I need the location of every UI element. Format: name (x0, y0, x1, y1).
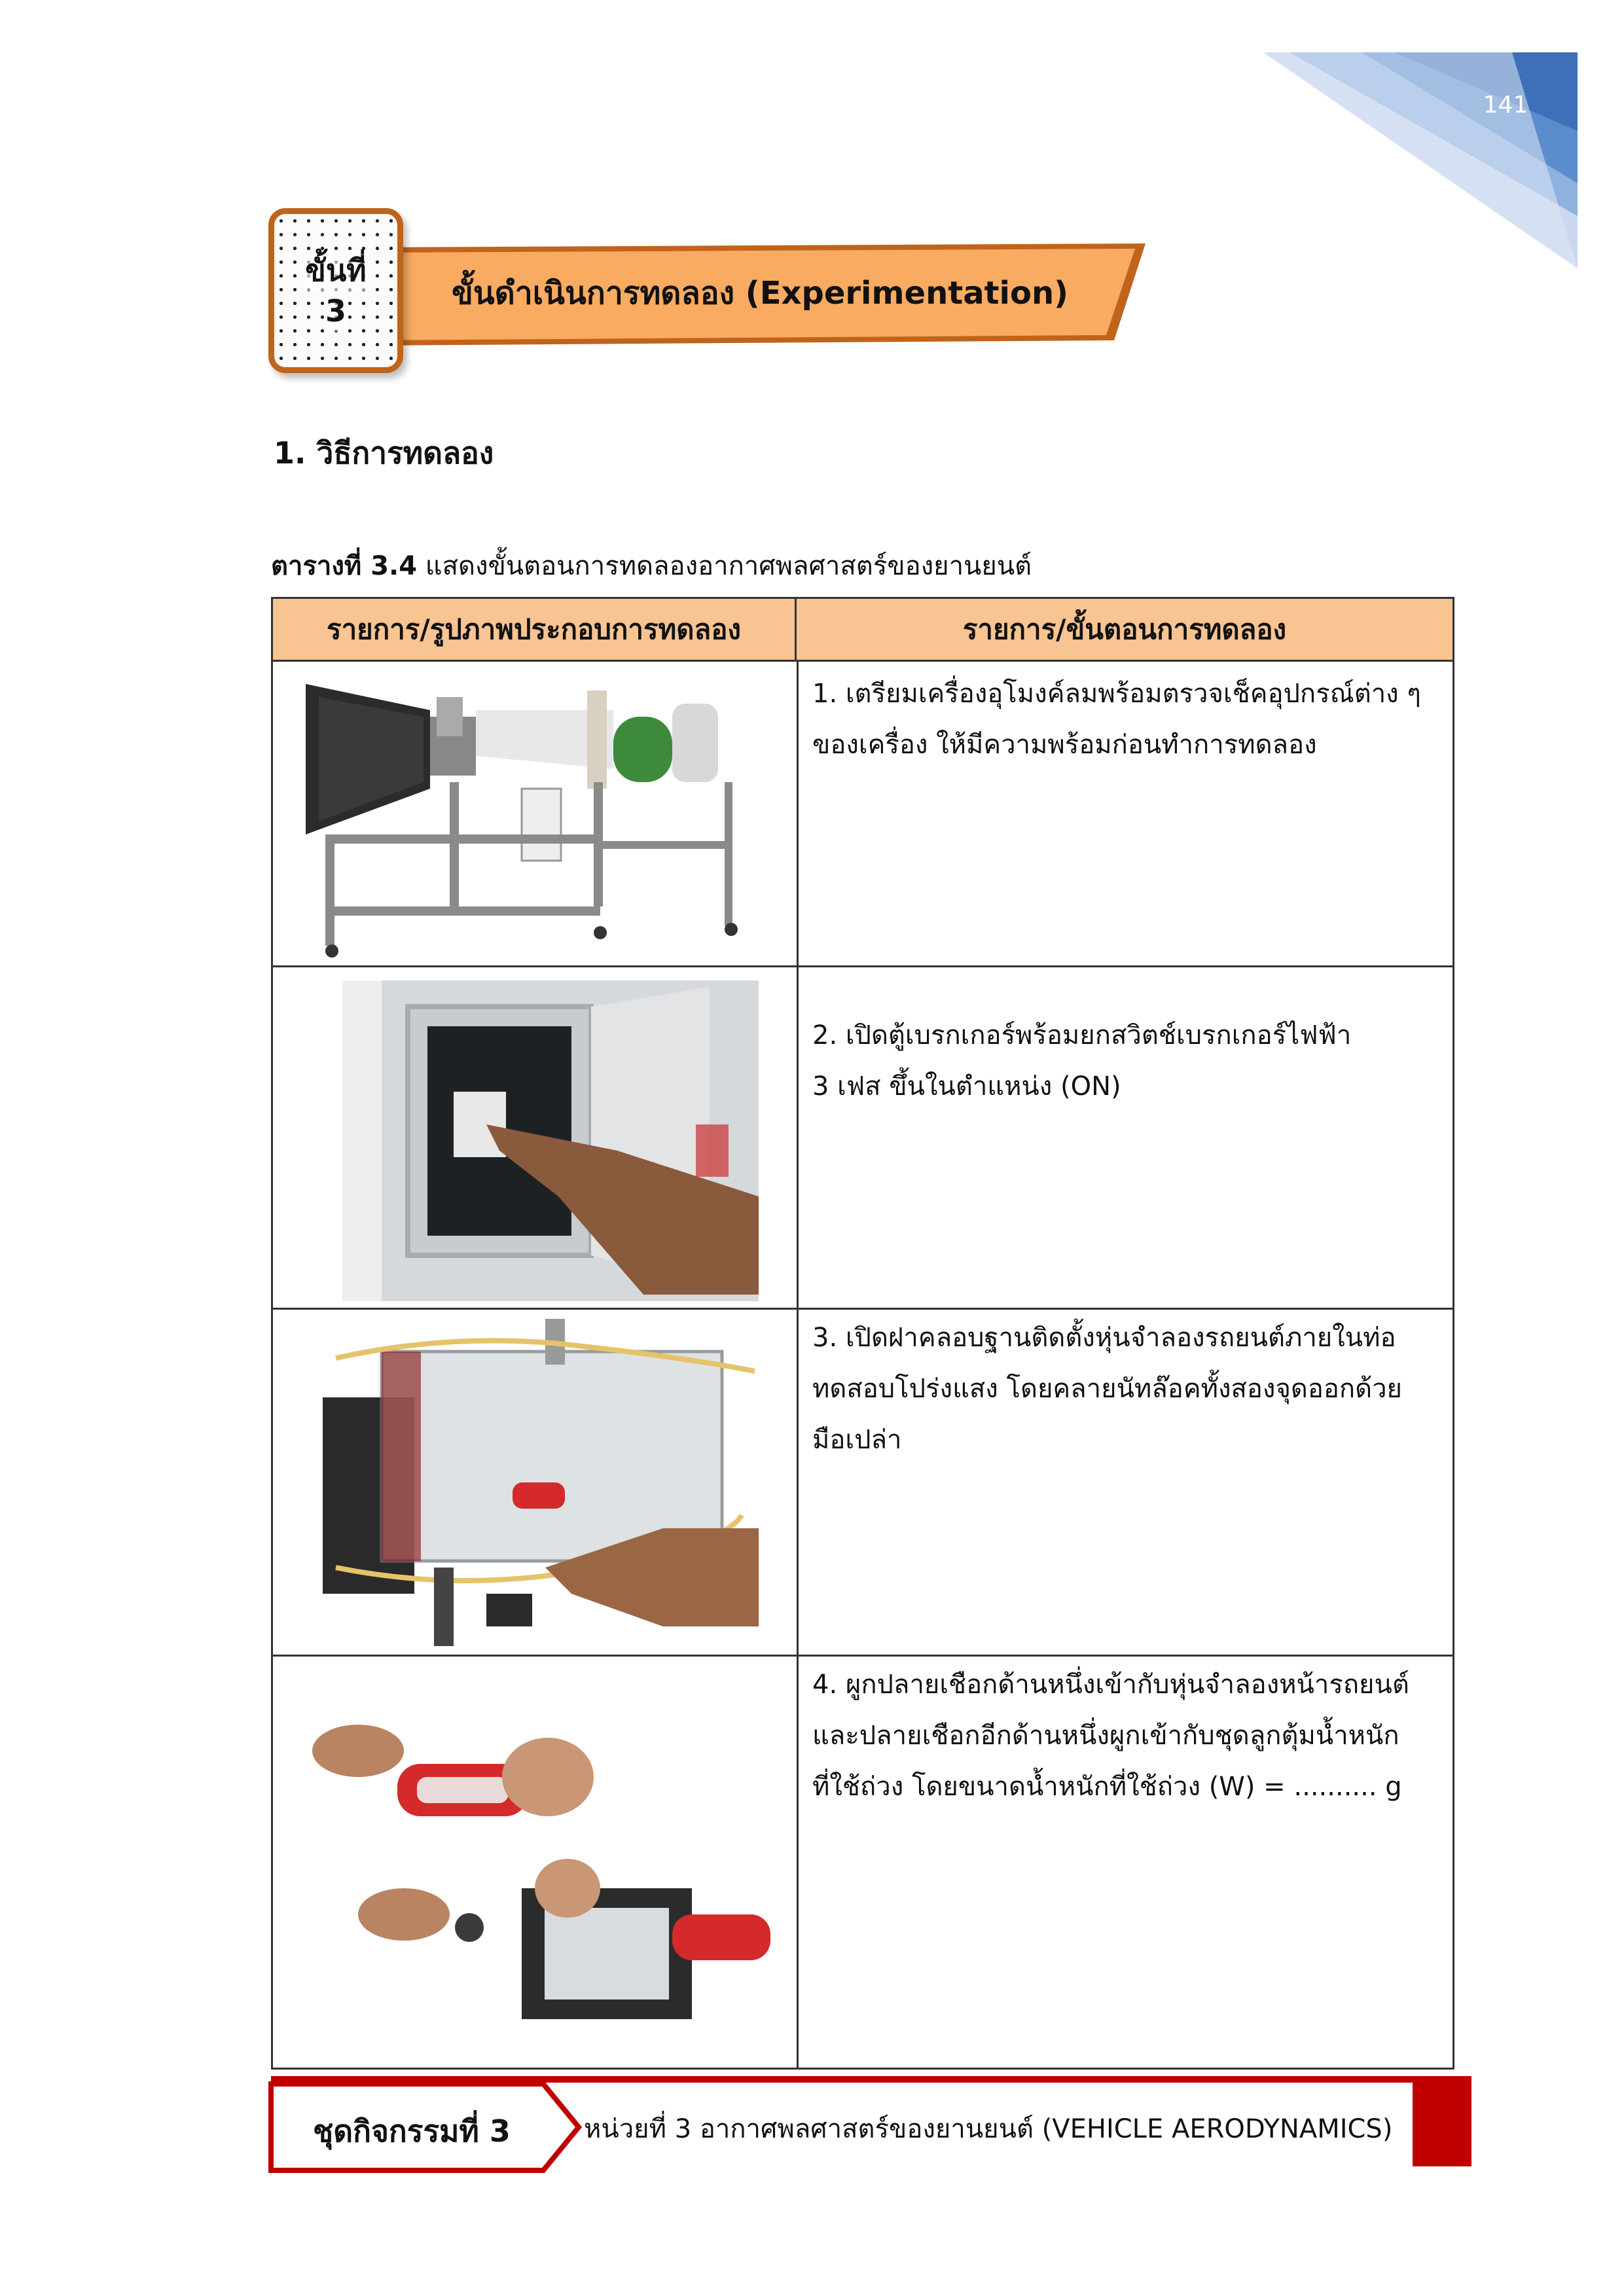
activity-set-label: ชุดกิจกรรมที่ 3 (313, 2113, 511, 2149)
table-header-steps: รายการ/ขั้นตอนการทดลอง (797, 599, 1453, 662)
table-header-images: รายการ/รูปภาพประกอบการทดลอง (273, 599, 797, 662)
step-2-text (812, 1010, 1434, 1112)
step-number-box (268, 208, 403, 373)
step-1-line-1: 1. เตรียมเครื่องอุโมงค์ลมพร้อมตรวจเช็คอุปกรณ์ต่าง ๆ (812, 679, 1421, 709)
transparent-test-section-photo (323, 1319, 759, 1646)
corner-decoration (1263, 52, 1578, 275)
section-heading: 1. วิธีการทดลอง (274, 435, 494, 471)
breaker-cabinet-photo (342, 980, 759, 1301)
step-4-line-2: และปลายเชือกอีกด้านหนึ่งผูกเข้ากับชุดลูกตุ้มน้ำหนัก (812, 1721, 1399, 1751)
table-row-divider (273, 1308, 1453, 1310)
step-3-line-3: มือเปล่า (812, 1425, 902, 1455)
table-caption-label: ตารางที่ 3.4 (271, 551, 418, 581)
step-title: ขั้นดำเนินการทดลอง (Experimentation) (452, 275, 1069, 312)
step-4-line-3: ที่ใช้ถ่วง โดยขนาดน้ำหนักที่ใช้ถ่วง (W) = .......... g (812, 1772, 1402, 1802)
unit-title: หน่วยที่ 3 อากาศพลศาสตร์ของยานยนต์ (VEHICLE AERODYNAMICS) (584, 2114, 1393, 2144)
step-1-text (812, 668, 1434, 770)
step-3-line-1: 3. เปิดฝาคลอบฐานติดตั้งหุ่นจำลองรถยนต์ภายในท่อ (812, 1323, 1396, 1353)
step-4-line-1: 4. ผูกปลายเชือกด้านหนึ่งเข้ากับหุ่นจำลองหน้ารถยนต์ (812, 1670, 1409, 1700)
step-2-line-1: 2. เปิดตู้เบรกเกอร์พร้อมยกสวิตช์เบรกเกอร์ไฟฟ้า (812, 1020, 1352, 1050)
footer-red-block (1413, 2076, 1471, 2166)
table-column-divider (797, 662, 799, 2068)
step-1-line-2: ของเครื่อง ให้มีความพร้อมก่อนทำการทดลอง (812, 730, 1317, 760)
experiment-steps-table (271, 597, 1454, 2070)
table-row-divider (273, 965, 1453, 967)
table-caption-text: แสดงขั้นตอนการทดลองอากาศพลศาสตร์ของยานยนต์ (417, 551, 1032, 581)
step-label: ขั้นที่ (305, 250, 366, 291)
table-caption (271, 545, 1032, 586)
tie-string-car-model-photo (306, 1679, 774, 2019)
step-3-text (812, 1312, 1434, 1465)
wind-tunnel-machine-photo (306, 671, 757, 959)
step-4-text (812, 1659, 1434, 1812)
step-2-line-2: 3 เฟส ขึ้นในตำแหน่ง (ON) (812, 1071, 1121, 1102)
step-number: 3 (325, 291, 346, 331)
table-row-divider (273, 1655, 1453, 1657)
page-number: 141 (1483, 92, 1528, 118)
step-3-line-2: ทดสอบโปร่งแสง โดยคลายนัทล๊อคทั้งสองจุดออกด้วย (812, 1374, 1402, 1404)
